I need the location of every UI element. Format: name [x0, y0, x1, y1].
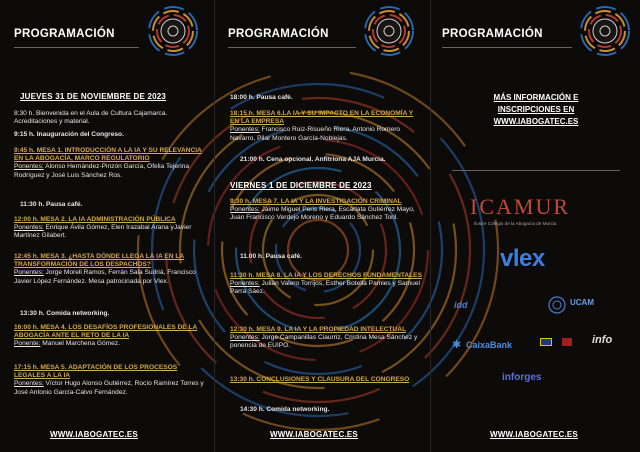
speakers-label: Ponentes: [230, 206, 260, 214]
session-title: 12:45 h. MESA 3. ¿HASTA DÓNDE LLEGA LA IA EN LA TRANSFORMACIÓN DE LOS DESPACHOS? [14, 253, 185, 269]
column-divider [430, 0, 431, 452]
website-link[interactable]: WWW.IABOGATEC.ES [490, 430, 578, 439]
session-title: 18:15 h. MESA 6.LA IA Y SU IMPACTO EN LA ECONOMÍA Y EN LA EMPRESA [230, 110, 414, 126]
speakers-label: Ponentes: [14, 269, 44, 277]
schedule-session [14, 324, 206, 349]
session-title: 16:00 h. MESA 4. LOS DESAFÍOS PROFESIONALES DE LA ABOGACÍA ANTE EL RETO DE LA IA [14, 324, 198, 340]
speakers-list: Francisco Ruiz-Risueño Riera, Antonio Romero Navarro, Pilar Montero García-Noblejas. [230, 126, 401, 142]
speakers-label: Ponentes: [14, 163, 44, 171]
speakers-list: Jorge Campanillas Ciaurriz, Cristina Mesa Sánchez y ponencia de EUIPO. [230, 334, 418, 350]
speakers-label: Ponentes: [14, 224, 44, 232]
speakers-list: Víctor Hugo Alonso Gutiérrez, Rocío Ramírez Torres y José Antonio García-Calvo Fernández. [14, 380, 204, 396]
info-text [452, 92, 620, 128]
info-line: INSCRIPCIONES EN [497, 105, 575, 114]
eu-flag-icon [540, 338, 552, 346]
speakers-list: Alonso Hernández-Pinzón García, Ofelia Tejerina Rodríguez y José Luis Sánchez Ros. [14, 163, 190, 179]
inforges-logo: inforges [502, 372, 542, 383]
day-heading: JUEVES 31 DE NOVIEMBRE DE 2023 [20, 92, 167, 101]
schedule-item: 14:30 h. Comida networking. [240, 406, 330, 413]
title-underline [228, 47, 356, 48]
page-title: PROGRAMACIÓN [14, 28, 115, 40]
schedule-session [230, 110, 422, 143]
session-title: 17:15 h. MESA 5. ADAPTACIÓN DE LOS PROCESOS LEGALES A LA IA [14, 364, 178, 380]
ucam-seal-icon [548, 296, 566, 314]
schedule-session [230, 376, 422, 384]
panel-friday [216, 0, 429, 452]
congress-logo-icon [148, 6, 198, 56]
schedule-item: 9:15 h. Inauguración del Congreso. [14, 131, 124, 138]
congress-logo-icon [580, 6, 630, 56]
session-title: 12:00 h. MESA 2. LA IA ADMINISTRACIÓN PÚBLICA [14, 216, 176, 223]
website-link[interactable]: WWW.IABOGATEC.ES [270, 430, 358, 439]
schedule-session [14, 253, 206, 286]
session-title: 11:30 h. MESA 8. LA IA Y LOS DERECHOS FUNDAMENTALES [230, 272, 422, 279]
ucam-logo: UCAM [570, 298, 594, 307]
schedule-session [14, 147, 206, 180]
website-link[interactable]: WWW.IABOGATEC.ES [50, 430, 138, 439]
schedule-session [14, 364, 206, 397]
schedule-session [230, 272, 422, 297]
panel-info [432, 0, 640, 452]
session-title: 9:30 h. MESA 7. LA IA Y LA INVESTIGACIÓN CRIMINAL [230, 198, 402, 205]
congress-logo-icon [364, 6, 414, 56]
schedule-item: 18:00 h. Pausa café. [230, 94, 293, 101]
speakers-list: Enrique Ávila Gómez, Elen Irazabal Arana yJavier Martínez Gilabert. [14, 224, 192, 240]
session-title: 9:45 h. MESA 1. INTRODUCCIÓN A LA IA Y SU RELEVANCIA EN LA ABOGACÍA, MARCO REGULATORIO [14, 147, 202, 163]
caixabank-star-icon: ✱ [452, 339, 462, 351]
title-underline [14, 47, 139, 48]
schedule-item: 13:30 h. Comida networking. [20, 310, 110, 317]
title-underline [442, 47, 572, 48]
speakers-list: Julián Valero Torrijos, Esther Botella Pamies y Samuel Parra Sáez. [230, 280, 420, 296]
speakers-label: Ponentes: [230, 334, 260, 342]
schedule-item: 11:30 h. Pausa café. [20, 201, 83, 208]
vlex-logo: vlex [500, 245, 545, 272]
speakers-list: Jaime Miguel Peris Riera, Escarlata Gutiérrez Mayo, Juan Francisco Verdejo Moreno y Eduardo Sánchez Toril. [230, 206, 415, 222]
idd-logo: idd [454, 300, 468, 310]
region-flag-icon [562, 338, 572, 346]
icamur-logo: ICAMUR [470, 194, 571, 219]
panel-thursday [0, 0, 213, 452]
info-logo: info [592, 334, 613, 346]
speakers-label: Ponentes: [230, 280, 260, 288]
speakers-list: Jorge Morell Ramos, Ferrán Sala Sudriá, Francisco Javier López Fernández. Mesa patrocinada por Vlex. [14, 269, 196, 285]
column-divider [214, 0, 215, 452]
speakers-label: Ponentes: [230, 126, 260, 134]
schedule-session [230, 326, 422, 351]
session-title: 13:30 h. CONCLUSIONES Y CLAUSURA DEL CONGRESO [230, 376, 410, 383]
schedule-session [230, 198, 422, 223]
separator [452, 170, 620, 171]
day-heading: VIERNES 1 DE DICIEMBRE DE 2023 [230, 181, 372, 190]
icamur-subtitle: Ilustre Colegio de la Abogacía de Murcia [474, 221, 557, 226]
schedule-item: 8:30 h. Bienvenida en el Aula de Cultura Cajamarca. Acreditaciones y material. [14, 110, 168, 126]
speakers-label: Ponente: [14, 340, 41, 348]
page-title: PROGRAMACIÓN [228, 28, 329, 40]
caixabank-logo: CaixaBank [466, 340, 513, 350]
speakers-list: Manuel Marchena Gómez. [40, 340, 120, 348]
schedule-item: 11.00 h. Pausa café. [240, 253, 302, 260]
schedule-item: 21:00 h. Cena opcional. Anfitriona AJA Murcia. [240, 156, 386, 163]
info-website-link[interactable]: WWW.IABOGATEC.ES [493, 117, 579, 126]
schedule-session [14, 216, 206, 241]
info-line: MÁS INFORMACIÓN E [493, 93, 579, 102]
page-title: PROGRAMACIÓN [442, 28, 543, 40]
session-title: 12:30 h. MESA 9. LA IA Y LA PROPIEDAD INTELECTUAL [230, 326, 407, 333]
speakers-label: Ponentes: [14, 380, 44, 388]
